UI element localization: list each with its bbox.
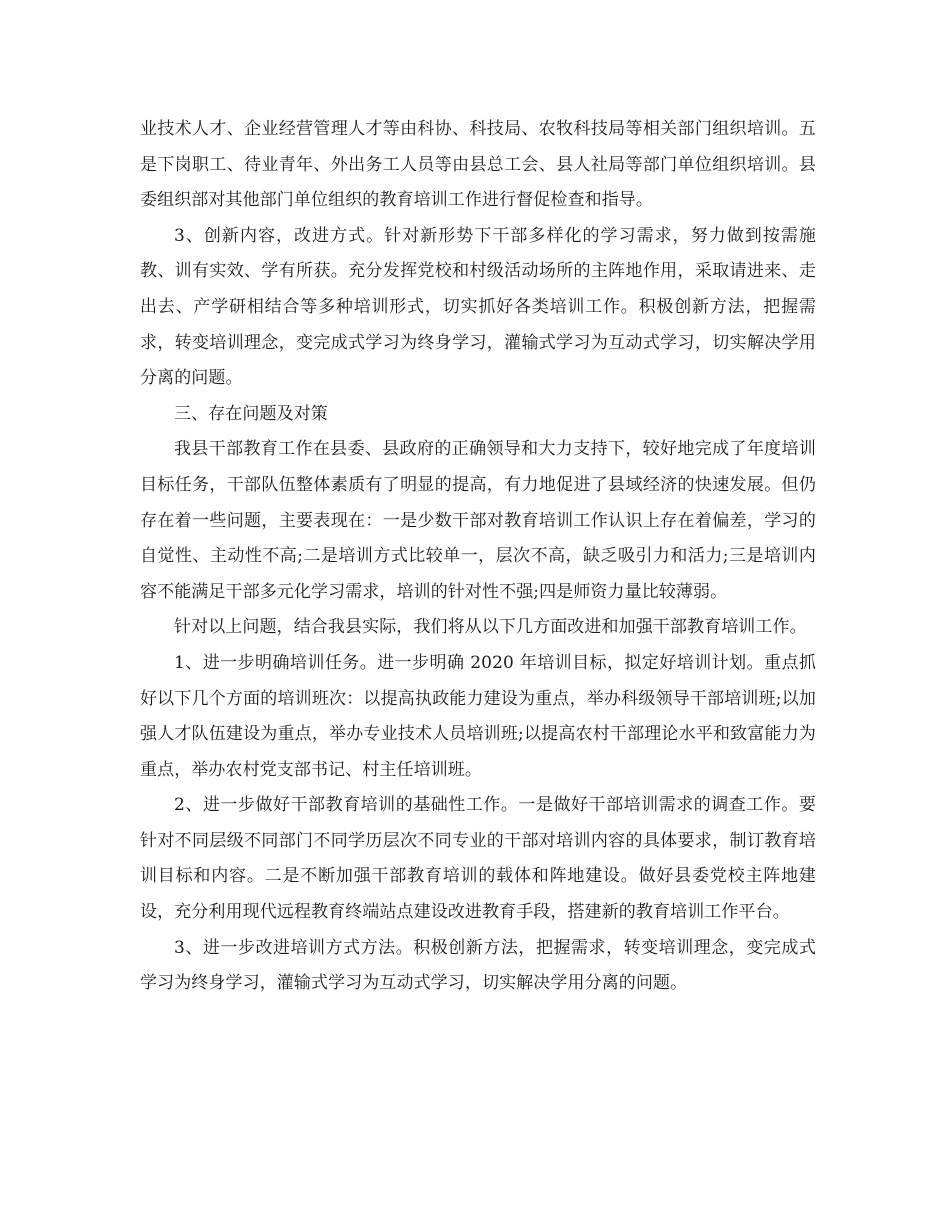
paragraph-continuation: 业技术人才、企业经营管理人才等由科协、科技局、农牧科技局等相关部门组织培训。五是下岗职工、待业青年、外出务工人员等由县总工会、县人社局等部门单位组织培训。县委组织部对其他部门单位组织的教育培训工作进行督促检查和指导。 <box>140 119 816 211</box>
paragraph-measure-3: 3、进一步改进培训方式方法。积极创新方法，把握需求，转变培训理念，变完成式学习为终身学习，灌输式学习为互动式学习，切实解决学用分离的问题。 <box>140 937 816 994</box>
section-heading-problems: 三、存在问题及对策 <box>174 403 328 424</box>
paragraph-item-3-innovation: 3、创新内容，改进方式。针对新形势下干部多样化的学习需求，努力做到按需施教、训有实效、学有所获。充分发挥党校和村级活动场所的主阵地作用，采取请进来、走出去、产学研相结合等多种培训形式，切实抓好各类培训工作。积极创新方法，把握需求，转变培训理念，变完成式学习为终身学习，灌输式学习为互动式学习，切实解决学用分离的问题。 <box>140 225 816 389</box>
paragraph-measure-2: 2、进一步做好干部教育培训的基础性工作。一是做好干部培训需求的调查工作。要针对不同层级不同部门不同学历层次不同专业的干部对培训内容的具体要求，制订教育培训目标和内容。二是不断加强干部教育培训的载体和阵地建设。做好县委党校主阵地建设，充分利用现代远程教育终端站点建设改进教育手段，搭建新的教育培训工作平台。 <box>140 795 816 923</box>
paragraph-problems: 我县干部教育工作在县委、县政府的正确领导和大力支持下，较好地完成了年度培训目标任务，干部队伍整体素质有了明显的提高，有力地促进了县域经济的快速发展。但仍存在着一些问题，主要表现在：一是少数干部对教育培训工作认识上存在着偏差，学习的自觉性、主动性不高;二是培训方式比较单一，层次不高，缺乏吸引力和活力;三是培训内容不能满足干部多元化学习需求，培训的针对性不强;四是师资力量比较薄弱。 <box>140 439 816 602</box>
document-body <box>140 112 816 1002</box>
paragraph-measure-1: 1、进一步明确培训任务。进一步明确 2020 年培训目标，拟定好培训计划。重点抓好以下几个方面的培训班次：以提高执政能力建设为重点，举办科级领导干部培训班;以加强人才队伍建设为重点，举办专业技术人员培训班;以提高农村干部理论水平和致富能力为重点，举办农村党支部书记、村主任培训班。 <box>140 652 816 780</box>
paragraph-countermeasures-intro: 针对以上问题，结合我县实际，我们将从以下几方面改进和加强干部教育培训工作。 <box>174 617 807 638</box>
